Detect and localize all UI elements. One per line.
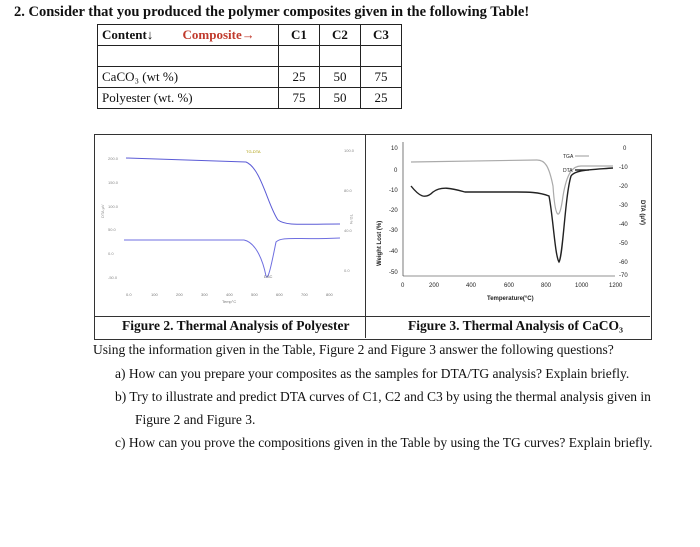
svg-text:0.0: 0.0 — [344, 268, 350, 273]
svg-text:100: 100 — [151, 292, 158, 297]
figure2-tg-curve — [126, 158, 340, 224]
x-tick: 600 — [504, 283, 515, 289]
x-tick: 200 — [429, 283, 440, 289]
x-tick: 0 — [401, 283, 405, 289]
figure2-right-ticks — [344, 148, 355, 273]
table-header-cell — [98, 25, 279, 46]
caption-divider — [94, 316, 650, 317]
figure2-left-ticks — [108, 156, 119, 280]
table-row — [98, 88, 402, 109]
intro-text: Using the information given in the Table, Figure 2 and Figure 3 answer the following questions? — [93, 342, 614, 357]
legend-dta-label: DTA — [563, 168, 573, 174]
svg-text:150.0: 150.0 — [108, 180, 119, 185]
x-tick: 800 — [541, 283, 552, 289]
y-left-tick: -20 — [389, 208, 398, 214]
y-right-tick: -10 — [619, 165, 628, 171]
y-left-tick: 0 — [394, 168, 398, 174]
row-label: Polyester (wt. %) — [98, 88, 279, 109]
question-b-continued: Figure 2 and Figure 3. — [135, 412, 256, 427]
figure3-y-right-ticks — [619, 146, 628, 279]
composite-header: Composite→ — [182, 27, 255, 42]
svg-text:50.0: 50.0 — [108, 227, 116, 232]
figure3-tga-curve — [411, 160, 613, 214]
svg-text:-50.0: -50.0 — [108, 275, 118, 280]
table-cell: 75 — [279, 88, 320, 109]
svg-text:600: 600 — [276, 292, 283, 297]
figure2-annotation: DSC — [264, 274, 273, 279]
figure3-y-left-label: Weight Lost (%) — [377, 220, 383, 266]
content-header: Content↓ — [102, 27, 154, 42]
svg-text:500: 500 — [251, 292, 258, 297]
x-tick: 400 — [466, 283, 477, 289]
table-cell: 75 — [361, 67, 402, 88]
figure2-dta-curve — [124, 238, 340, 277]
col-c3: C3 — [361, 25, 402, 46]
table-spacer-row — [98, 46, 402, 67]
y-left-tick: -30 — [389, 228, 398, 234]
svg-text:80.0: 80.0 — [344, 188, 352, 193]
question-c: c) How can you prove the compositions given in the Table by using the TG curves? Explain briefly. — [115, 435, 653, 450]
figure2-x-axis-label: Temp°C — [222, 299, 237, 304]
x-tick: 1000 — [575, 283, 589, 289]
svg-text:100.0: 100.0 — [344, 148, 355, 153]
x-tick: 1200 — [609, 283, 623, 289]
y-left-tick: -10 — [389, 188, 398, 194]
figure2-left-axis-label: DTA μV — [100, 204, 105, 218]
figure2-caption: Figure 2. Thermal Analysis of Polyester — [122, 318, 350, 333]
table-cell: 25 — [279, 67, 320, 88]
row-label: CaCO₃ (wt %) — [98, 67, 279, 88]
svg-text:700: 700 — [301, 292, 308, 297]
y-left-tick: -40 — [389, 249, 398, 255]
figure3-plot — [367, 136, 649, 314]
table-cell: 50 — [320, 88, 361, 109]
figure2-x-ticks — [126, 292, 333, 297]
figure2-annotation: TG-DTA — [246, 149, 261, 154]
figure2-right-axis-label: TG % — [349, 214, 354, 225]
figure3-x-ticks — [401, 283, 623, 289]
y-right-tick: -50 — [619, 241, 628, 247]
y-right-tick: -30 — [619, 203, 628, 209]
question-a: a) How can you prepare your composites as the samples for DTA/TG analysis? Explain briefly. — [115, 366, 630, 381]
svg-text:200: 200 — [176, 292, 183, 297]
table-row — [98, 67, 402, 88]
col-c2: C2 — [320, 25, 361, 46]
figure2-plot — [96, 136, 364, 314]
col-c1: C1 — [279, 25, 320, 46]
svg-text:200.0: 200.0 — [108, 156, 119, 161]
figure3-dta-curve — [411, 168, 613, 262]
legend-tga-label: TGA — [563, 154, 574, 160]
table-header-row — [98, 25, 402, 46]
y-left-tick: 10 — [391, 146, 398, 152]
y-left-tick: -50 — [389, 270, 398, 276]
question-title: 2. Consider that you produced the polymer composites given in the following Table! — [14, 4, 530, 20]
svg-text:0.0: 0.0 — [126, 292, 132, 297]
figure3-x-label: Temperature(°C) — [487, 296, 534, 302]
svg-text:0.0: 0.0 — [108, 251, 114, 256]
table-cell: 50 — [320, 67, 361, 88]
figure3-y-left-ticks — [389, 146, 398, 276]
table-cell: 25 — [361, 88, 402, 109]
y-right-tick: -60 — [619, 260, 628, 266]
figure3-caption: Figure 3. Thermal Analysis of CaCO₃ — [408, 318, 624, 333]
figure3-y-right-label: DTA (μV) — [639, 200, 645, 225]
svg-text:400: 400 — [226, 292, 233, 297]
composition-table — [97, 24, 402, 109]
svg-text:300: 300 — [201, 292, 208, 297]
y-right-tick: 0 — [623, 146, 627, 152]
y-right-tick: -20 — [619, 184, 628, 190]
question-b: b) Try to illustrate and predict DTA curves of C1, C2 and C3 by using the thermal analysis given in — [115, 389, 651, 404]
svg-text:100.0: 100.0 — [108, 204, 119, 209]
svg-text:800: 800 — [326, 292, 333, 297]
y-right-tick: -70 — [619, 273, 628, 279]
svg-text:40.0: 40.0 — [344, 228, 352, 233]
figure-divider — [365, 134, 366, 338]
y-right-tick: -40 — [619, 222, 628, 228]
